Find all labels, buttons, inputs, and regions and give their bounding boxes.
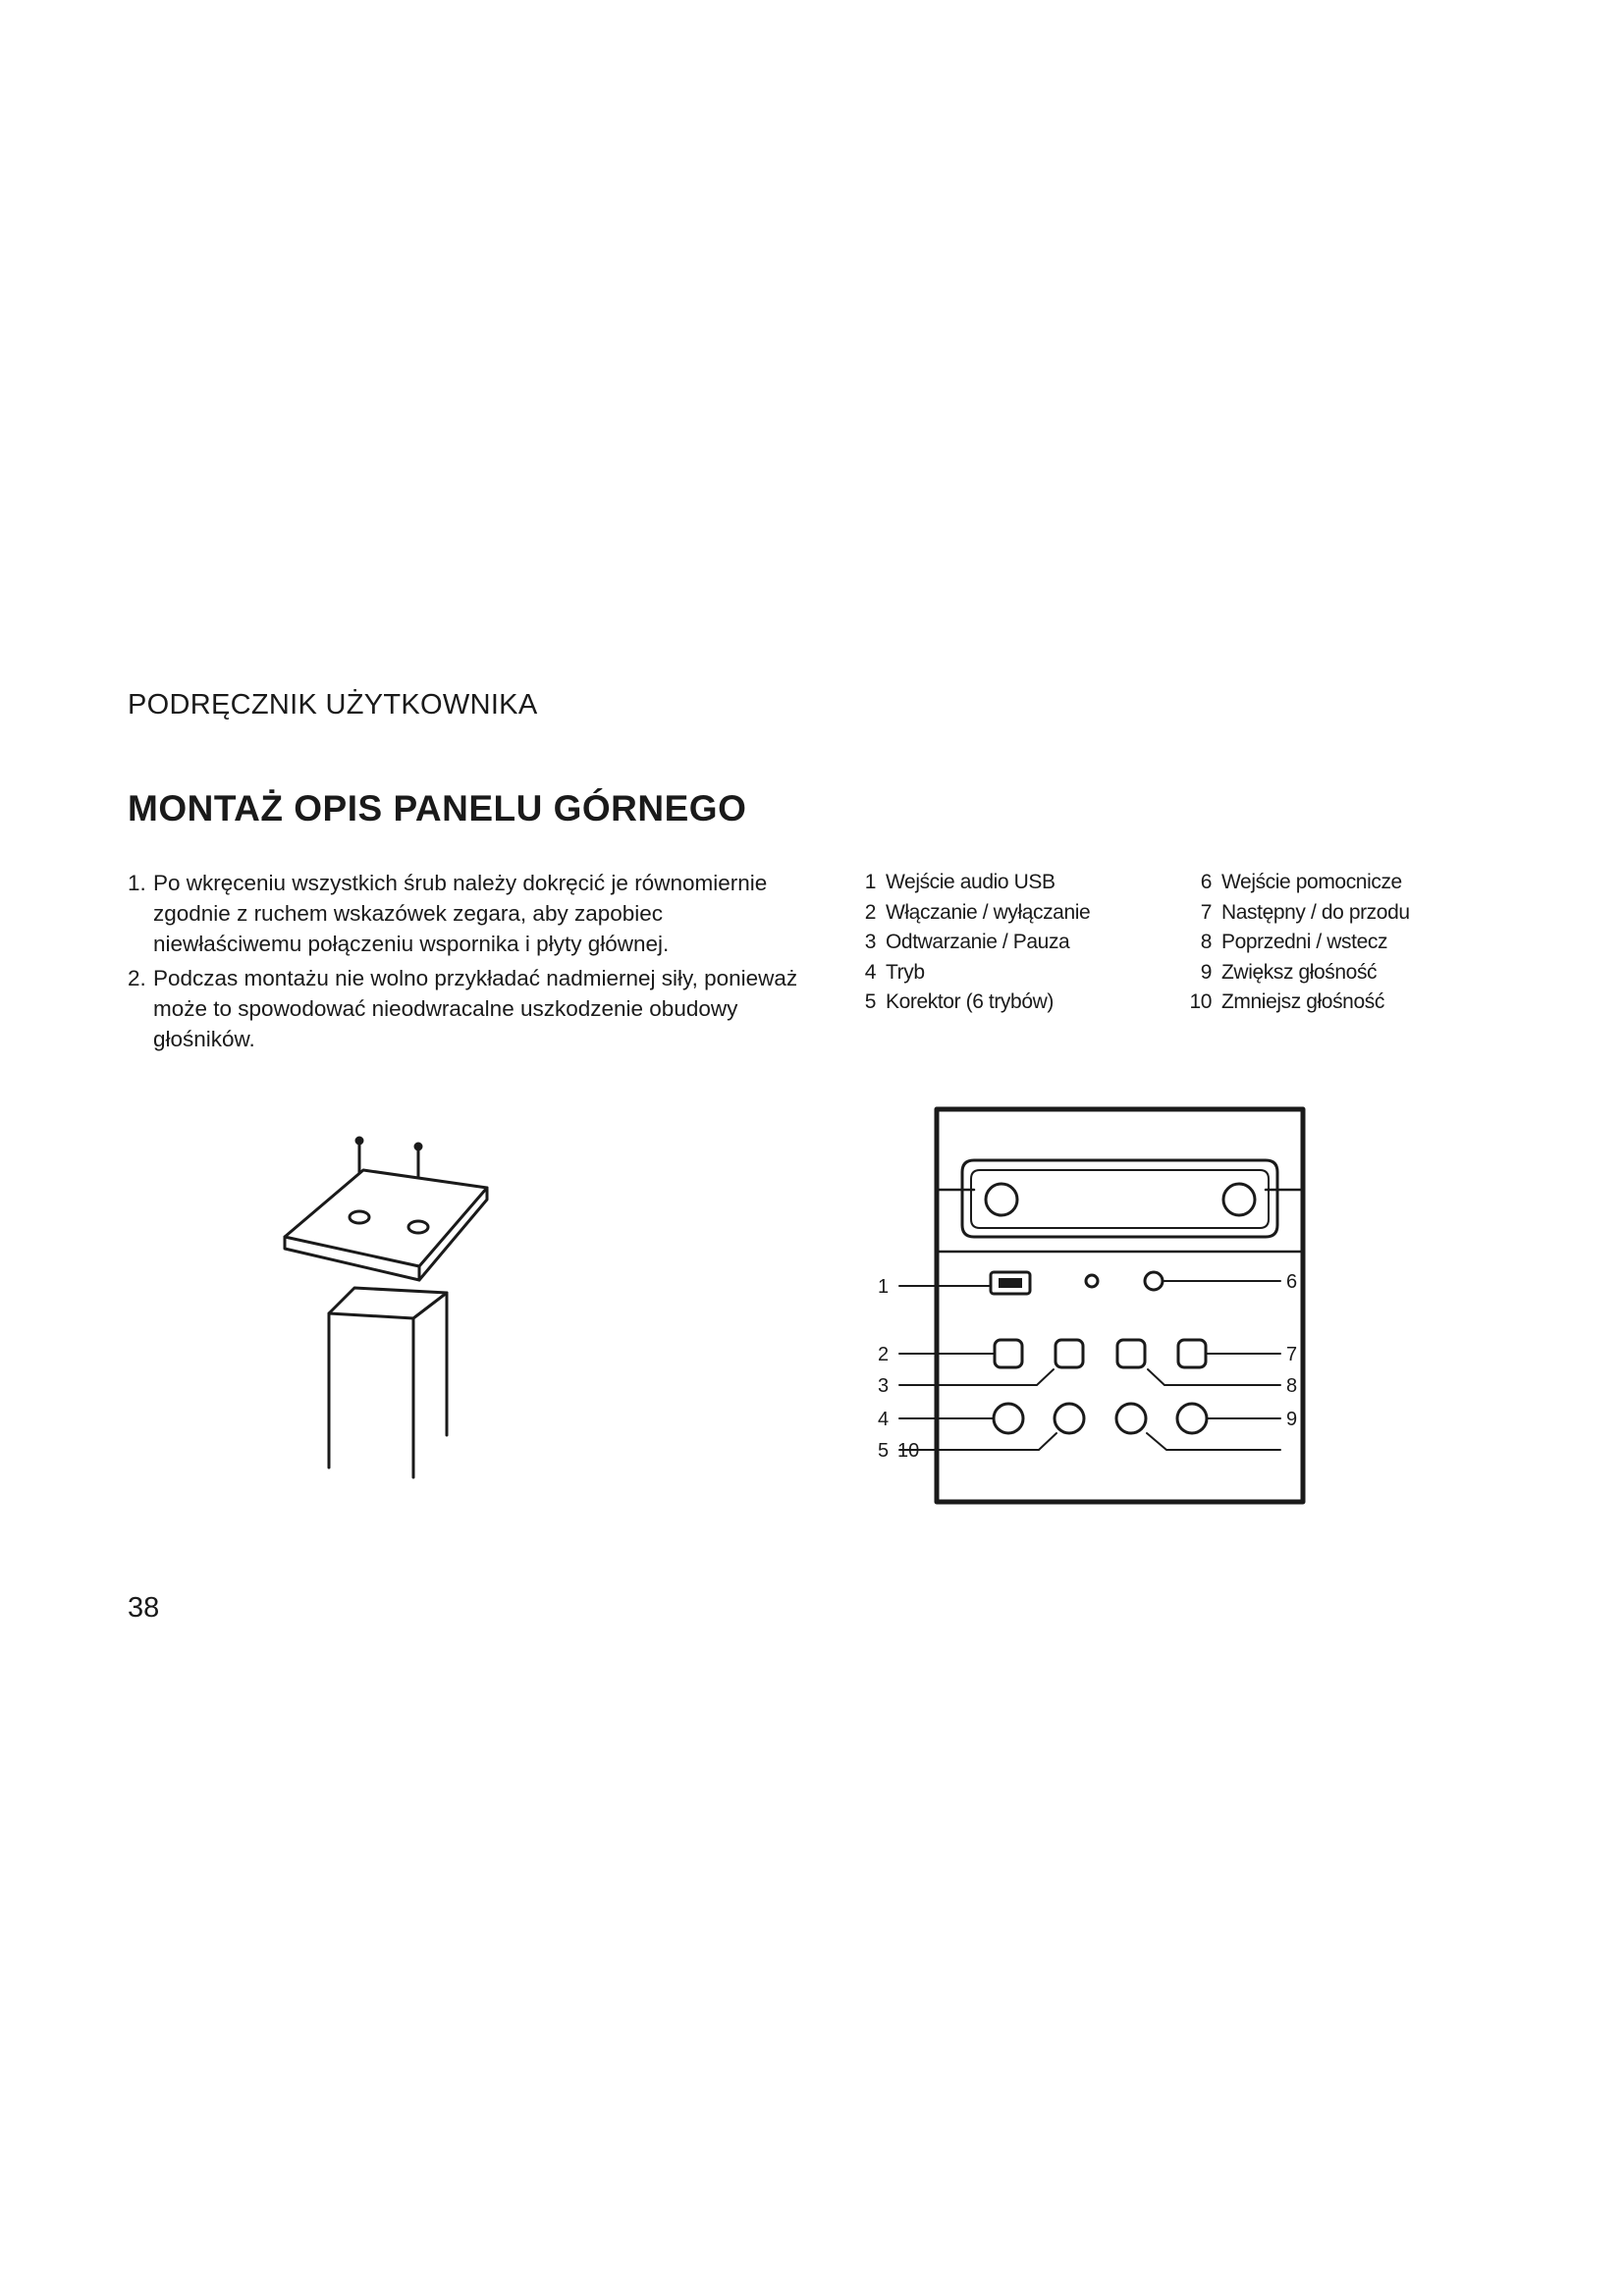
top-panel-diagram [864, 1099, 1296, 1512]
legend-number: 8 [1200, 931, 1212, 953]
volume-down-button [1116, 1404, 1146, 1433]
power-button [995, 1340, 1022, 1367]
legend-label: Włączanie / wyłączanie [886, 900, 1091, 924]
legend-label: Korektor (6 trybów) [886, 990, 1054, 1013]
legend-label: Zwiększ głośność [1221, 960, 1378, 984]
legend-number: 1 [864, 871, 876, 893]
legend-item [846, 898, 1090, 929]
legend-label: Odtwarzanie / Pauza [886, 931, 1070, 953]
legend-number: 3 [864, 931, 876, 953]
callout-6: 6 [1286, 1271, 1298, 1293]
legend-label: Poprzedni / wstecz [1221, 931, 1388, 953]
page-number: 38 [128, 1592, 160, 1624]
legend-number: 7 [1200, 900, 1212, 924]
legend-label: Wejście pomocnicze [1221, 871, 1402, 893]
legend-label: Tryb [886, 960, 925, 984]
instruction-number: 1. [128, 871, 146, 895]
indicator-hole [1086, 1275, 1098, 1287]
legend-item [1182, 898, 1410, 929]
instruction-text: Podczas montażu nie wolno przykładać nadmiernej siły, ponieważ może to spowodować nieodwracalne uszkodzenie obudowy głośników. [153, 966, 798, 1051]
instruction-item [128, 963, 815, 1054]
legend-number: 5 [864, 990, 876, 1013]
base-plate [285, 1170, 487, 1280]
play-pause-button [1056, 1340, 1083, 1367]
running-header: PODRĘCZNIK UŻYTKOWNIKA [128, 689, 538, 721]
legend-item [846, 868, 1090, 898]
callout-9: 9 [1286, 1409, 1298, 1430]
legend-item [846, 928, 1090, 958]
panel-housing [937, 1109, 1303, 1502]
legend-item [1182, 988, 1410, 1018]
legend-number: 10 [1189, 990, 1212, 1013]
section-title: MONTAŻ OPIS PANELU GÓRNEGO [128, 788, 747, 828]
legend-item [1182, 958, 1410, 988]
callout-8: 8 [1286, 1375, 1298, 1397]
previous-button [1117, 1340, 1145, 1367]
legend-number: 2 [864, 900, 876, 924]
callout-3: 3 [878, 1375, 890, 1397]
mode-button [994, 1404, 1023, 1433]
instruction-text: Po wkręceniu wszystkich śrub należy dokręcić je równomiernie zgodnie z ruchem wskazówek zegara, aby zapobiec niewłaściwemu połączeniu wspornika i płyty głównej. [153, 871, 768, 956]
next-button [1178, 1340, 1206, 1367]
legend-label: Następny / do przodu [1221, 900, 1410, 924]
legend-label: Wejście audio USB [886, 871, 1056, 893]
callout-1: 1 [878, 1276, 890, 1298]
legend-number: 6 [1200, 871, 1212, 893]
panel-legend-right [1182, 868, 1410, 1018]
assembly-instructions [128, 868, 815, 1058]
legend-number: 4 [864, 960, 876, 984]
callout-4: 4 [878, 1409, 890, 1430]
volume-up-button [1177, 1404, 1207, 1433]
legend-item [846, 988, 1090, 1018]
callout-7: 7 [1286, 1344, 1298, 1365]
callout-10: 10 [897, 1440, 920, 1462]
legend-number: 9 [1200, 960, 1212, 984]
legend-item [1182, 868, 1410, 898]
legend-item [846, 958, 1090, 988]
instruction-number: 2. [128, 966, 146, 990]
carry-handle [937, 1160, 1303, 1237]
instruction-item [128, 868, 815, 959]
equalizer-button [1055, 1404, 1084, 1433]
stand-column [329, 1288, 447, 1477]
legend-label: Zmniejsz głośność [1221, 990, 1384, 1013]
aux-input-jack [1145, 1272, 1163, 1290]
panel-legend-left [846, 868, 1090, 1018]
callout-2: 2 [878, 1344, 890, 1365]
callout-5: 5 [878, 1440, 890, 1462]
legend-item [1182, 928, 1410, 958]
assembly-illustration [265, 1129, 520, 1492]
